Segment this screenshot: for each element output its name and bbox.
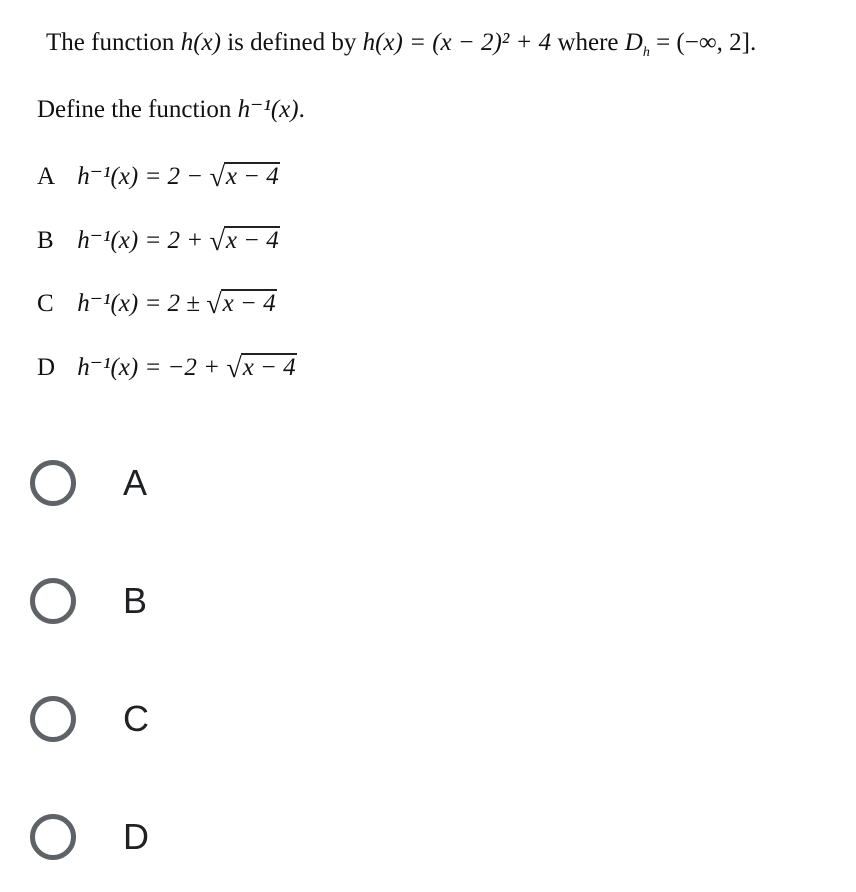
option-d-formula: [37, 352, 297, 383]
radio-button[interactable]: [30, 460, 76, 506]
option-letter: B: [37, 227, 54, 254]
question-statement: The function h(x) is defined by h(x) = (x − 2)² + 4 where $D_h$ = (−∞, 2].: [46, 29, 757, 60]
option-lhs: h⁻¹(x) = 2 −: [77, 163, 204, 190]
prompt-function: h⁻¹(x): [237, 96, 299, 123]
option-letter: A: [37, 163, 56, 190]
option-lhs: h⁻¹(x) = 2 +: [77, 227, 204, 254]
where-text: where: [557, 29, 619, 56]
option-b-formula: [37, 225, 280, 256]
function-name: h(x): [180, 29, 221, 56]
prompt-text: Define the function: [37, 96, 232, 123]
option-a-formula: [37, 161, 280, 192]
answer-choices: [0, 420, 856, 892]
option-lhs: h⁻¹(x) = 2 ±: [77, 290, 201, 317]
radio-button[interactable]: [30, 578, 76, 624]
domain-value: = (−∞, 2]: [656, 29, 750, 56]
option-radicand: x − 4: [222, 290, 276, 317]
question-image: [0, 0, 856, 400]
choice-c[interactable]: [30, 684, 330, 754]
question-prompt: Define the function h⁻¹(x).: [37, 96, 305, 123]
option-letter: D: [37, 354, 56, 381]
intro-text: The function: [46, 29, 175, 56]
choice-d[interactable]: [30, 802, 330, 872]
radio-button[interactable]: [30, 696, 76, 742]
domain-label: D: [624, 29, 643, 56]
choice-a[interactable]: [30, 448, 330, 518]
option-radicand: x − 4: [225, 163, 279, 190]
choice-b[interactable]: [30, 566, 330, 636]
choice-label: B: [123, 580, 148, 621]
defined-by-text: is defined by: [227, 29, 357, 56]
option-radicand: x − 4: [242, 354, 296, 381]
sqrt-icon: √: [206, 289, 222, 320]
sqrt-icon: √: [209, 226, 225, 257]
sqrt-icon: √: [209, 162, 225, 193]
option-lhs: h⁻¹(x) = −2 +: [77, 354, 221, 381]
radio-button[interactable]: [30, 814, 76, 860]
option-letter: C: [37, 290, 54, 317]
option-radicand: x − 4: [225, 227, 279, 254]
choice-label: C: [123, 698, 149, 739]
domain-subscript: h: [642, 45, 650, 60]
choice-label: D: [123, 816, 149, 857]
sqrt-icon: √: [226, 353, 242, 384]
function-definition: h(x) = (x − 2)² + 4: [362, 29, 552, 56]
choice-label: A: [123, 462, 148, 503]
option-c-formula: [37, 288, 277, 319]
